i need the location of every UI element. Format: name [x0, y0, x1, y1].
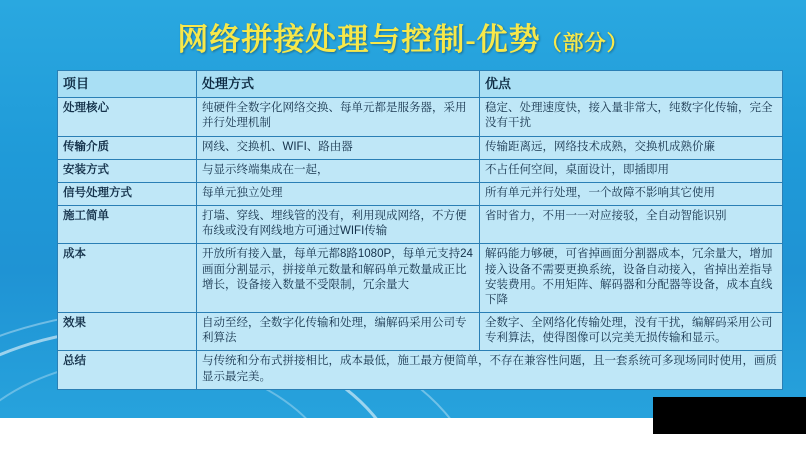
- row-merit-text: 传输距离远，网络技术成熟，交换机成熟价廉: [480, 136, 783, 159]
- page-title-suffix: （部分）: [540, 31, 629, 55]
- table-row: [58, 244, 783, 313]
- row-method-text: 每单元独立处理: [197, 182, 480, 205]
- comparison-table: [57, 70, 783, 390]
- row-item-label: 施工简单: [58, 206, 197, 244]
- row-item-label: 安装方式: [58, 159, 197, 182]
- row-merit-text: 稳定、处理速度快，接入量非常大，纯数字化传输，完全没有干扰: [480, 98, 783, 136]
- row-item-label: 信号处理方式: [58, 182, 197, 205]
- row-method-text: 打墙、穿线、埋线管的没有，利用现成网络，不方便布线或没有网线地方可通过WIFI传输: [197, 206, 480, 244]
- row-merit-text: 所有单元并行处理，一个故障不影响其它使用: [480, 182, 783, 205]
- row-item-label: 传输介质: [58, 136, 197, 159]
- column-header-item: 项目: [58, 71, 197, 98]
- black-overlay-box: [653, 397, 806, 434]
- table-row: [58, 136, 783, 159]
- table-summary-row: [58, 351, 783, 389]
- row-merit-text: 省时省力，不用一一对应接驳，全自动智能识别: [480, 206, 783, 244]
- table-row: [58, 182, 783, 205]
- column-header-merit: 优点: [480, 71, 783, 98]
- table-row: [58, 313, 783, 351]
- page-title: [0, 14, 806, 59]
- row-merit-text: 解码能力够硬，可省掉画面分割器成本，冗余量大，增加接入设备不需要更换系统，设备自动接入，省掉出差指导安装费用。不用矩阵、解码器和分配器等设备，成本直线下降: [480, 244, 783, 313]
- table-row: [58, 159, 783, 182]
- summary-item-label: 总结: [58, 351, 197, 389]
- row-item-label: 效果: [58, 313, 197, 351]
- row-method-text: 自动至经，全数字化传输和处理，编解码采用公司专利算法: [197, 313, 480, 351]
- table-row: [58, 206, 783, 244]
- column-header-method: 处理方式: [197, 71, 480, 98]
- row-method-text: 纯硬件全数字化网络交换、每单元都是服务器，采用并行处理机制: [197, 98, 480, 136]
- row-method-text: 网线、交换机、WIFI、路由器: [197, 136, 480, 159]
- row-method-text: 与显示终端集成在一起，: [197, 159, 480, 182]
- row-merit-text: 全数字、全网络化传输处理，没有干扰，编解码采用公司专利算法，使得图像可以完美无损传输和显示。: [480, 313, 783, 351]
- summary-text: 与传统和分布式拼接相比，成本最低，施工最方便简单，不存在兼容性问题，且一套系统可多现场同时使用，画质显示最完美。: [197, 351, 783, 389]
- page-title-main: 网络拼接处理与控制-优势: [177, 22, 541, 57]
- row-method-text: 开放所有接入量，每单元都8路1080P，每单元支持24画面分割显示，拼接单元数量和解码单元数量成正比增长，设备接入数量不受限制，冗余量大: [197, 244, 480, 313]
- table-row: [58, 98, 783, 136]
- row-merit-text: 不占任何空间，桌面设计，即插即用: [480, 159, 783, 182]
- table-header-row: [58, 71, 783, 98]
- row-item-label: 成本: [58, 244, 197, 313]
- row-item-label: 处理核心: [58, 98, 197, 136]
